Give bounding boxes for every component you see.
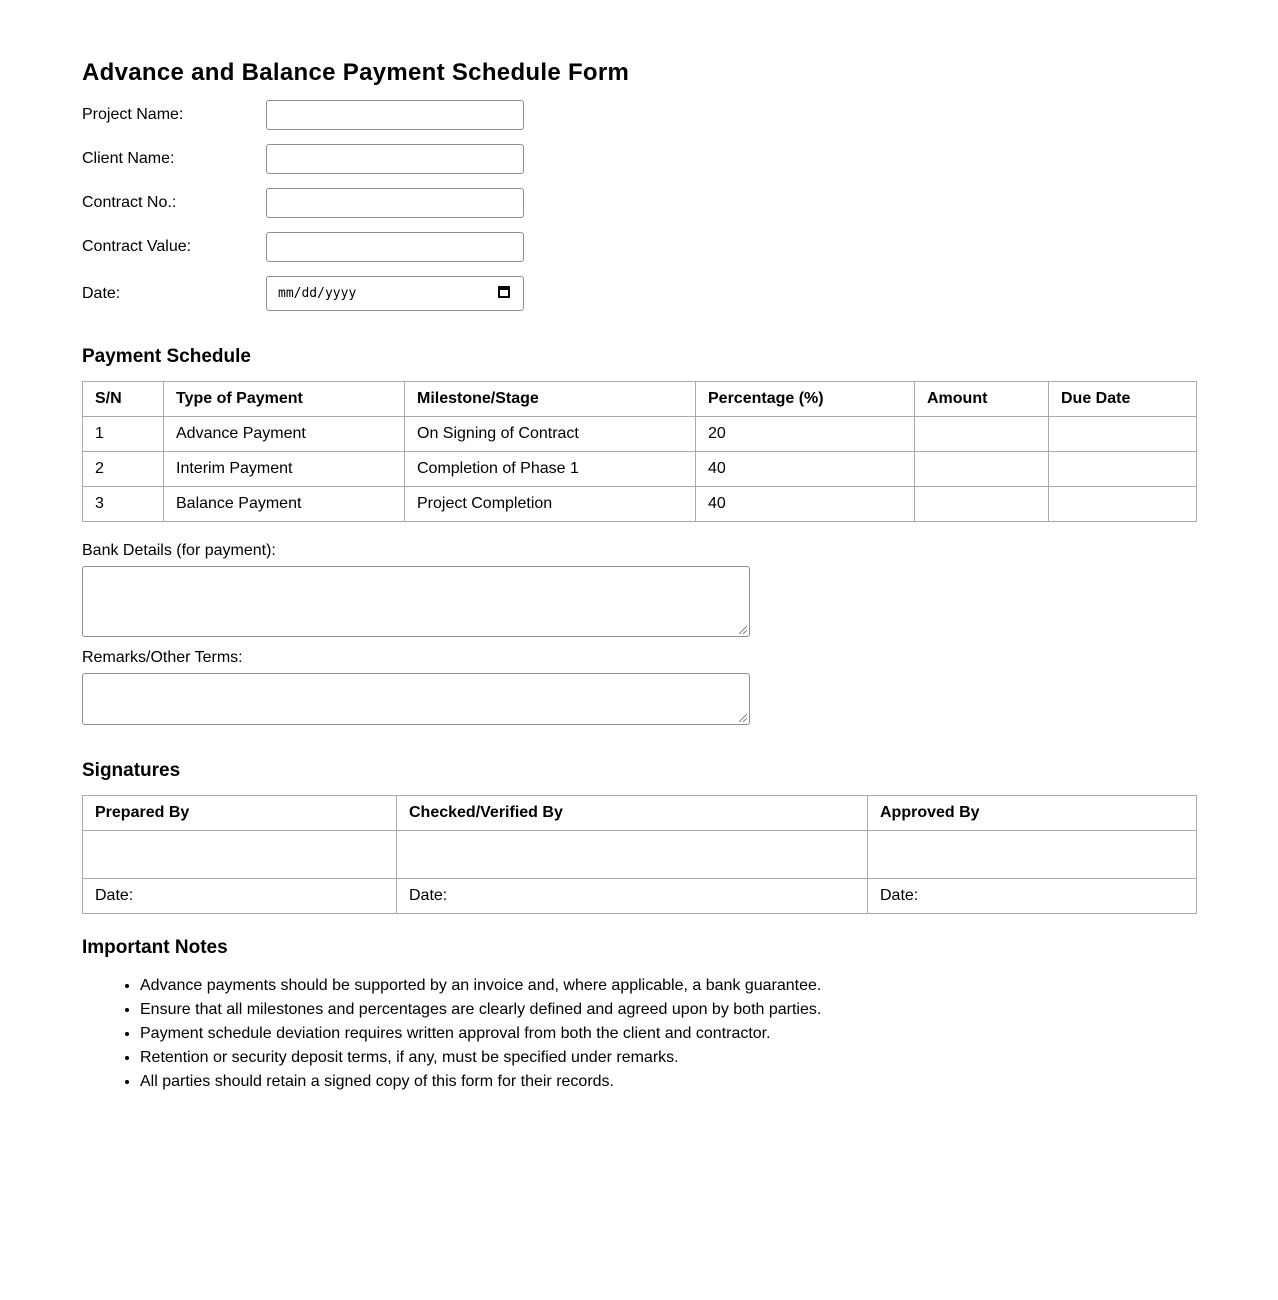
- list-item: • All parties should retain a signed copy of this form for their records.: [140, 1071, 821, 1095]
- bank-details-textarea[interactable]: [82, 566, 750, 637]
- cell-due-date[interactable]: [1049, 452, 1197, 487]
- signatures-heading: Signatures: [82, 760, 181, 781]
- date-label: Date:: [82, 285, 121, 302]
- checked-by-date[interactable]: Date:: [397, 879, 868, 914]
- approved-by-date[interactable]: Date:: [868, 879, 1197, 914]
- column-header-sn: S/N: [83, 382, 164, 417]
- list-item: • Retention or security deposit terms, if any, must be specified under remarks.: [140, 1047, 821, 1071]
- cell-milestone: On Signing of Contract: [405, 417, 696, 452]
- cell-sn: 3: [83, 487, 164, 522]
- table-row: [83, 487, 1197, 522]
- checked-by-signature[interactable]: [397, 831, 868, 879]
- date-input[interactable]: [266, 276, 524, 311]
- column-header-checked-by: Checked/Verified By: [397, 796, 868, 831]
- cell-sn: 1: [83, 417, 164, 452]
- column-header-type: Type of Payment: [164, 382, 405, 417]
- cell-percentage: 20: [696, 417, 915, 452]
- resize-grip-icon[interactable]: [739, 714, 747, 722]
- cell-due-date[interactable]: [1049, 417, 1197, 452]
- calendar-icon[interactable]: [498, 286, 510, 298]
- table-row: [83, 452, 1197, 487]
- cell-type: Interim Payment: [164, 452, 405, 487]
- contract-no-input[interactable]: [266, 188, 524, 218]
- remarks-label: Remarks/Other Terms:: [82, 649, 243, 666]
- cell-milestone: Project Completion: [405, 487, 696, 522]
- payment-schedule-heading: Payment Schedule: [82, 346, 251, 367]
- table-row: [83, 417, 1197, 452]
- cell-milestone: Completion of Phase 1: [405, 452, 696, 487]
- client-name-row: [82, 144, 542, 178]
- contract-value-label: Contract Value:: [82, 238, 192, 255]
- signature-row: [83, 831, 1197, 879]
- column-header-due-date: Due Date: [1049, 382, 1197, 417]
- contract-value-row: [82, 232, 542, 266]
- column-header-approved-by: Approved By: [868, 796, 1197, 831]
- signatures-table: [82, 795, 1197, 914]
- signature-date-row: [83, 879, 1197, 914]
- contract-no-label: Contract No.:: [82, 194, 177, 211]
- remarks-textarea[interactable]: [82, 673, 750, 725]
- contract-value-input[interactable]: [266, 232, 524, 262]
- column-header-amount: Amount: [915, 382, 1049, 417]
- table-header-row: [83, 382, 1197, 417]
- project-name-input[interactable]: [266, 100, 524, 130]
- important-notes-heading: Important Notes: [82, 937, 228, 958]
- cell-type: Balance Payment: [164, 487, 405, 522]
- important-notes-list: [82, 975, 821, 1095]
- cell-percentage: 40: [696, 452, 915, 487]
- project-name-row: [82, 100, 542, 134]
- prepared-by-date[interactable]: Date:: [83, 879, 397, 914]
- cell-sn: 2: [83, 452, 164, 487]
- cell-amount[interactable]: [915, 417, 1049, 452]
- approved-by-signature[interactable]: [868, 831, 1197, 879]
- list-item: • Advance payments should be supported by an invoice and, where applicable, a bank guarantee.: [140, 975, 821, 999]
- resize-grip-icon[interactable]: [739, 626, 747, 634]
- column-header-prepared-by: Prepared By: [83, 796, 397, 831]
- payment-schedule-table: [82, 381, 1197, 522]
- project-name-label: Project Name:: [82, 106, 184, 123]
- column-header-milestone: Milestone/Stage: [405, 382, 696, 417]
- list-item: • Ensure that all milestones and percentages are clearly defined and agreed upon by both parties.: [140, 999, 821, 1023]
- prepared-by-signature[interactable]: [83, 831, 397, 879]
- cell-percentage: 40: [696, 487, 915, 522]
- date-placeholder: mm/dd/yyyy: [278, 286, 357, 301]
- signatures-header-row: [83, 796, 1197, 831]
- date-row: [82, 276, 542, 310]
- cell-amount[interactable]: [915, 452, 1049, 487]
- cell-type: Advance Payment: [164, 417, 405, 452]
- list-item: • Payment schedule deviation requires written approval from both the client and contractor.: [140, 1023, 821, 1047]
- cell-amount[interactable]: [915, 487, 1049, 522]
- cell-due-date[interactable]: [1049, 487, 1197, 522]
- contract-no-row: [82, 188, 542, 222]
- column-header-percentage: Percentage (%): [696, 382, 915, 417]
- client-name-label: Client Name:: [82, 150, 175, 167]
- client-name-input[interactable]: [266, 144, 524, 174]
- bank-details-label: Bank Details (for payment):: [82, 542, 276, 559]
- form-title: Advance and Balance Payment Schedule Form: [82, 59, 630, 86]
